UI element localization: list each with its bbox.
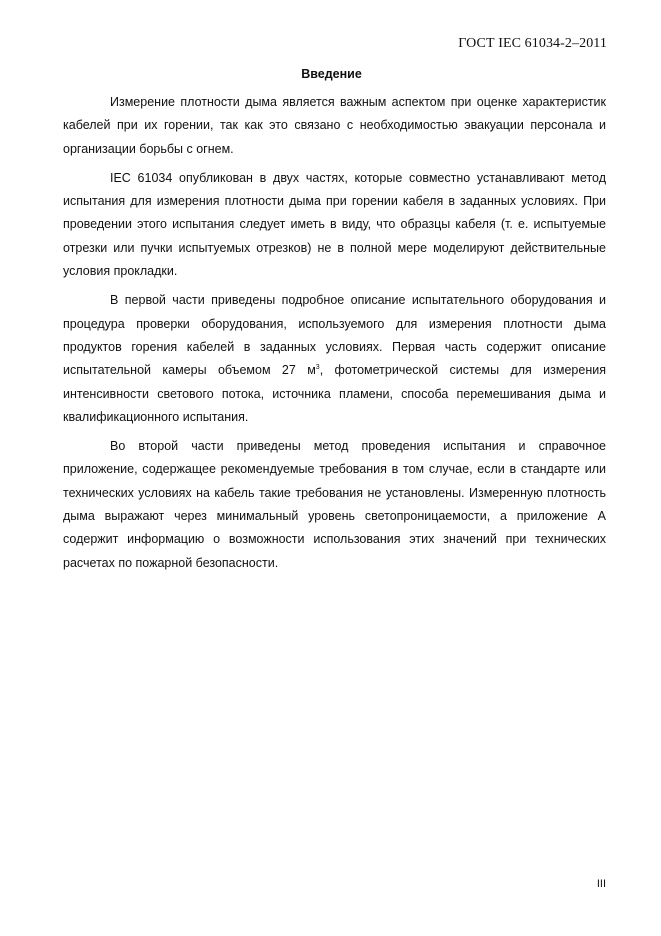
paragraph-part-one bbox=[63, 289, 606, 429]
document-body bbox=[63, 91, 606, 581]
paragraph-iec-61034-parts: IEC 61034 опубликован в двух частях, которые совместно устанавливают метод испытания для измерения плотности дыма при горении кабеля в заданных условиях. При проведении этого испытания следует иметь в виду, что образцы кабеля (т. е. испытуемые отрезки или пучки испытуемых отрезков) не в полной мере моделируют действительные условия прокладки. bbox=[63, 170, 606, 279]
standard-code-header: ГОСТ IEC 61034-2–2011 bbox=[458, 36, 607, 51]
paragraph-part-one-text: В первой части приведены подробное описание испытательного оборудования и процедура проверки оборудования, используемого для измерения плотности дыма продуктов горения кабелей в заданных условиях. Первая часть содержит описание испытательной камеры объемом 27 м bbox=[63, 293, 606, 378]
paragraph-part-one-tail: , фотометрической системы для измерения интенсивности светового потока, источника пламени, способа перемешивания дыма и квалификационного испытания. bbox=[63, 363, 606, 424]
section-title: Введение bbox=[301, 67, 362, 81]
paragraph-part-two: Во второй части приведены метод проведения испытания и справочное приложение, содержащее рекомендуемые требования в том случае, если в стандарте или технических условиях на кабель такие требования не установлены. Измеренную плотность дыма выражают через минимальный уровень светопроницаемости, а приложение А содержит информацию о возможности использования этих значений при технических расчетах по пожарной безопасности. bbox=[63, 439, 606, 570]
page-number: III bbox=[596, 878, 606, 890]
cubic-superscript: 3 bbox=[315, 364, 320, 372]
paragraph-smoke-density-importance: Измерение плотности дыма является важным аспектом при оценке характеристик кабелей при их горении, так как это связано с необходимостью эвакуации персонала и организации борьбы с огнем. bbox=[63, 95, 606, 156]
